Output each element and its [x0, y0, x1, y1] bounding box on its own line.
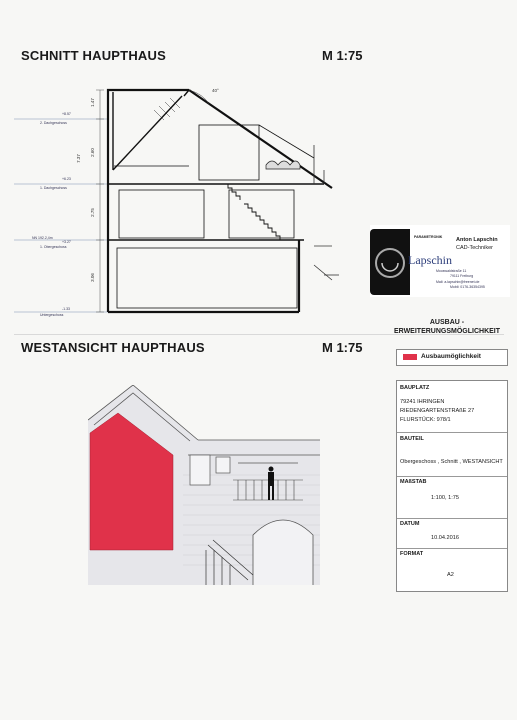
dim-label: 2.75	[89, 208, 95, 217]
architect-city: 79111 Freiburg	[450, 274, 474, 278]
logo-text: Lapschin	[408, 253, 452, 267]
massstab-value: 1:100, 1:75	[431, 495, 459, 501]
elevation-svg	[88, 385, 320, 585]
level-main: NN 192.2,4m	[32, 236, 53, 240]
elevation-scale: M 1:75	[322, 340, 363, 355]
architect-role: CAD-Techniker	[456, 245, 493, 251]
spiral-stair-icon	[372, 233, 408, 293]
architect-mobile: Mobil: 0176-36354395	[450, 285, 485, 289]
level-sub: 1. Dachgeschoss	[40, 186, 67, 190]
architect-stamp	[370, 225, 510, 297]
bauplatz-line: FLURSTÜCK: 978/1	[400, 417, 451, 423]
legend-header	[388, 318, 506, 336]
building-outline	[108, 90, 332, 312]
elevation-title: WESTANSICHT HAUPTHAUS	[21, 340, 205, 355]
level-label: +3.27	[62, 240, 71, 244]
elevation-drawing	[88, 385, 320, 585]
level-label: -1.33	[62, 307, 70, 311]
datum-label: DATUM	[400, 521, 420, 527]
level-label: +8.57	[62, 112, 71, 116]
level-sub: Untergeschoss	[40, 313, 64, 317]
datum-value: 10.04.2016	[431, 535, 459, 541]
legend-item: Ausbaumöglichkeit	[421, 353, 481, 360]
section-drawing	[14, 70, 344, 330]
section-scale: M 1:75	[322, 48, 363, 63]
massstab-label: MAßSTAB	[400, 479, 427, 485]
section-title: SCHNITT HAUPTHAUS	[21, 48, 166, 63]
legend-box	[396, 349, 508, 366]
dim-label: 3.06	[89, 273, 95, 282]
bauteil-value: Obergeschoss , Schnitt , WESTANSICHT	[400, 459, 503, 465]
format-value: A2	[447, 572, 454, 578]
brand-label: PARAMETRONIK	[414, 235, 443, 239]
architect-name: Anton Lapschin	[456, 237, 498, 243]
level-sub: 1. Obergeschoss	[40, 245, 67, 249]
bauplatz-line: 79241 IHRINGEN	[400, 399, 445, 405]
bauteil-label: BAUTEIL	[400, 436, 424, 442]
level-label: +6.23	[62, 177, 71, 181]
bauplatz-label: BAUPLATZ	[400, 385, 430, 391]
dim-label: 7.37	[75, 154, 81, 163]
legend-swatch	[403, 354, 417, 360]
roof-angle-label: 40°	[212, 88, 219, 93]
format-label: FORMAT	[400, 551, 424, 557]
stair	[224, 184, 280, 240]
architect-mail: Mail: a.lapschin@freenet.de	[436, 280, 480, 284]
bauplatz-line: RIEDENGARTENSTRAßE 27	[400, 408, 475, 414]
dim-label: 1.47	[89, 98, 95, 107]
architect-address: Mooswaldstraße 11	[436, 269, 467, 273]
arch	[253, 520, 313, 585]
titleblock	[396, 380, 508, 592]
sofa	[266, 161, 300, 169]
level-sub: 2. Dachgeschoss	[40, 121, 67, 125]
dim-label: 2.60	[89, 148, 95, 157]
legend-header-text: AUSBAU - ERWEITERUNGSMÖGLICHKEIT	[393, 319, 501, 335]
section-drawing-svg	[14, 70, 344, 330]
